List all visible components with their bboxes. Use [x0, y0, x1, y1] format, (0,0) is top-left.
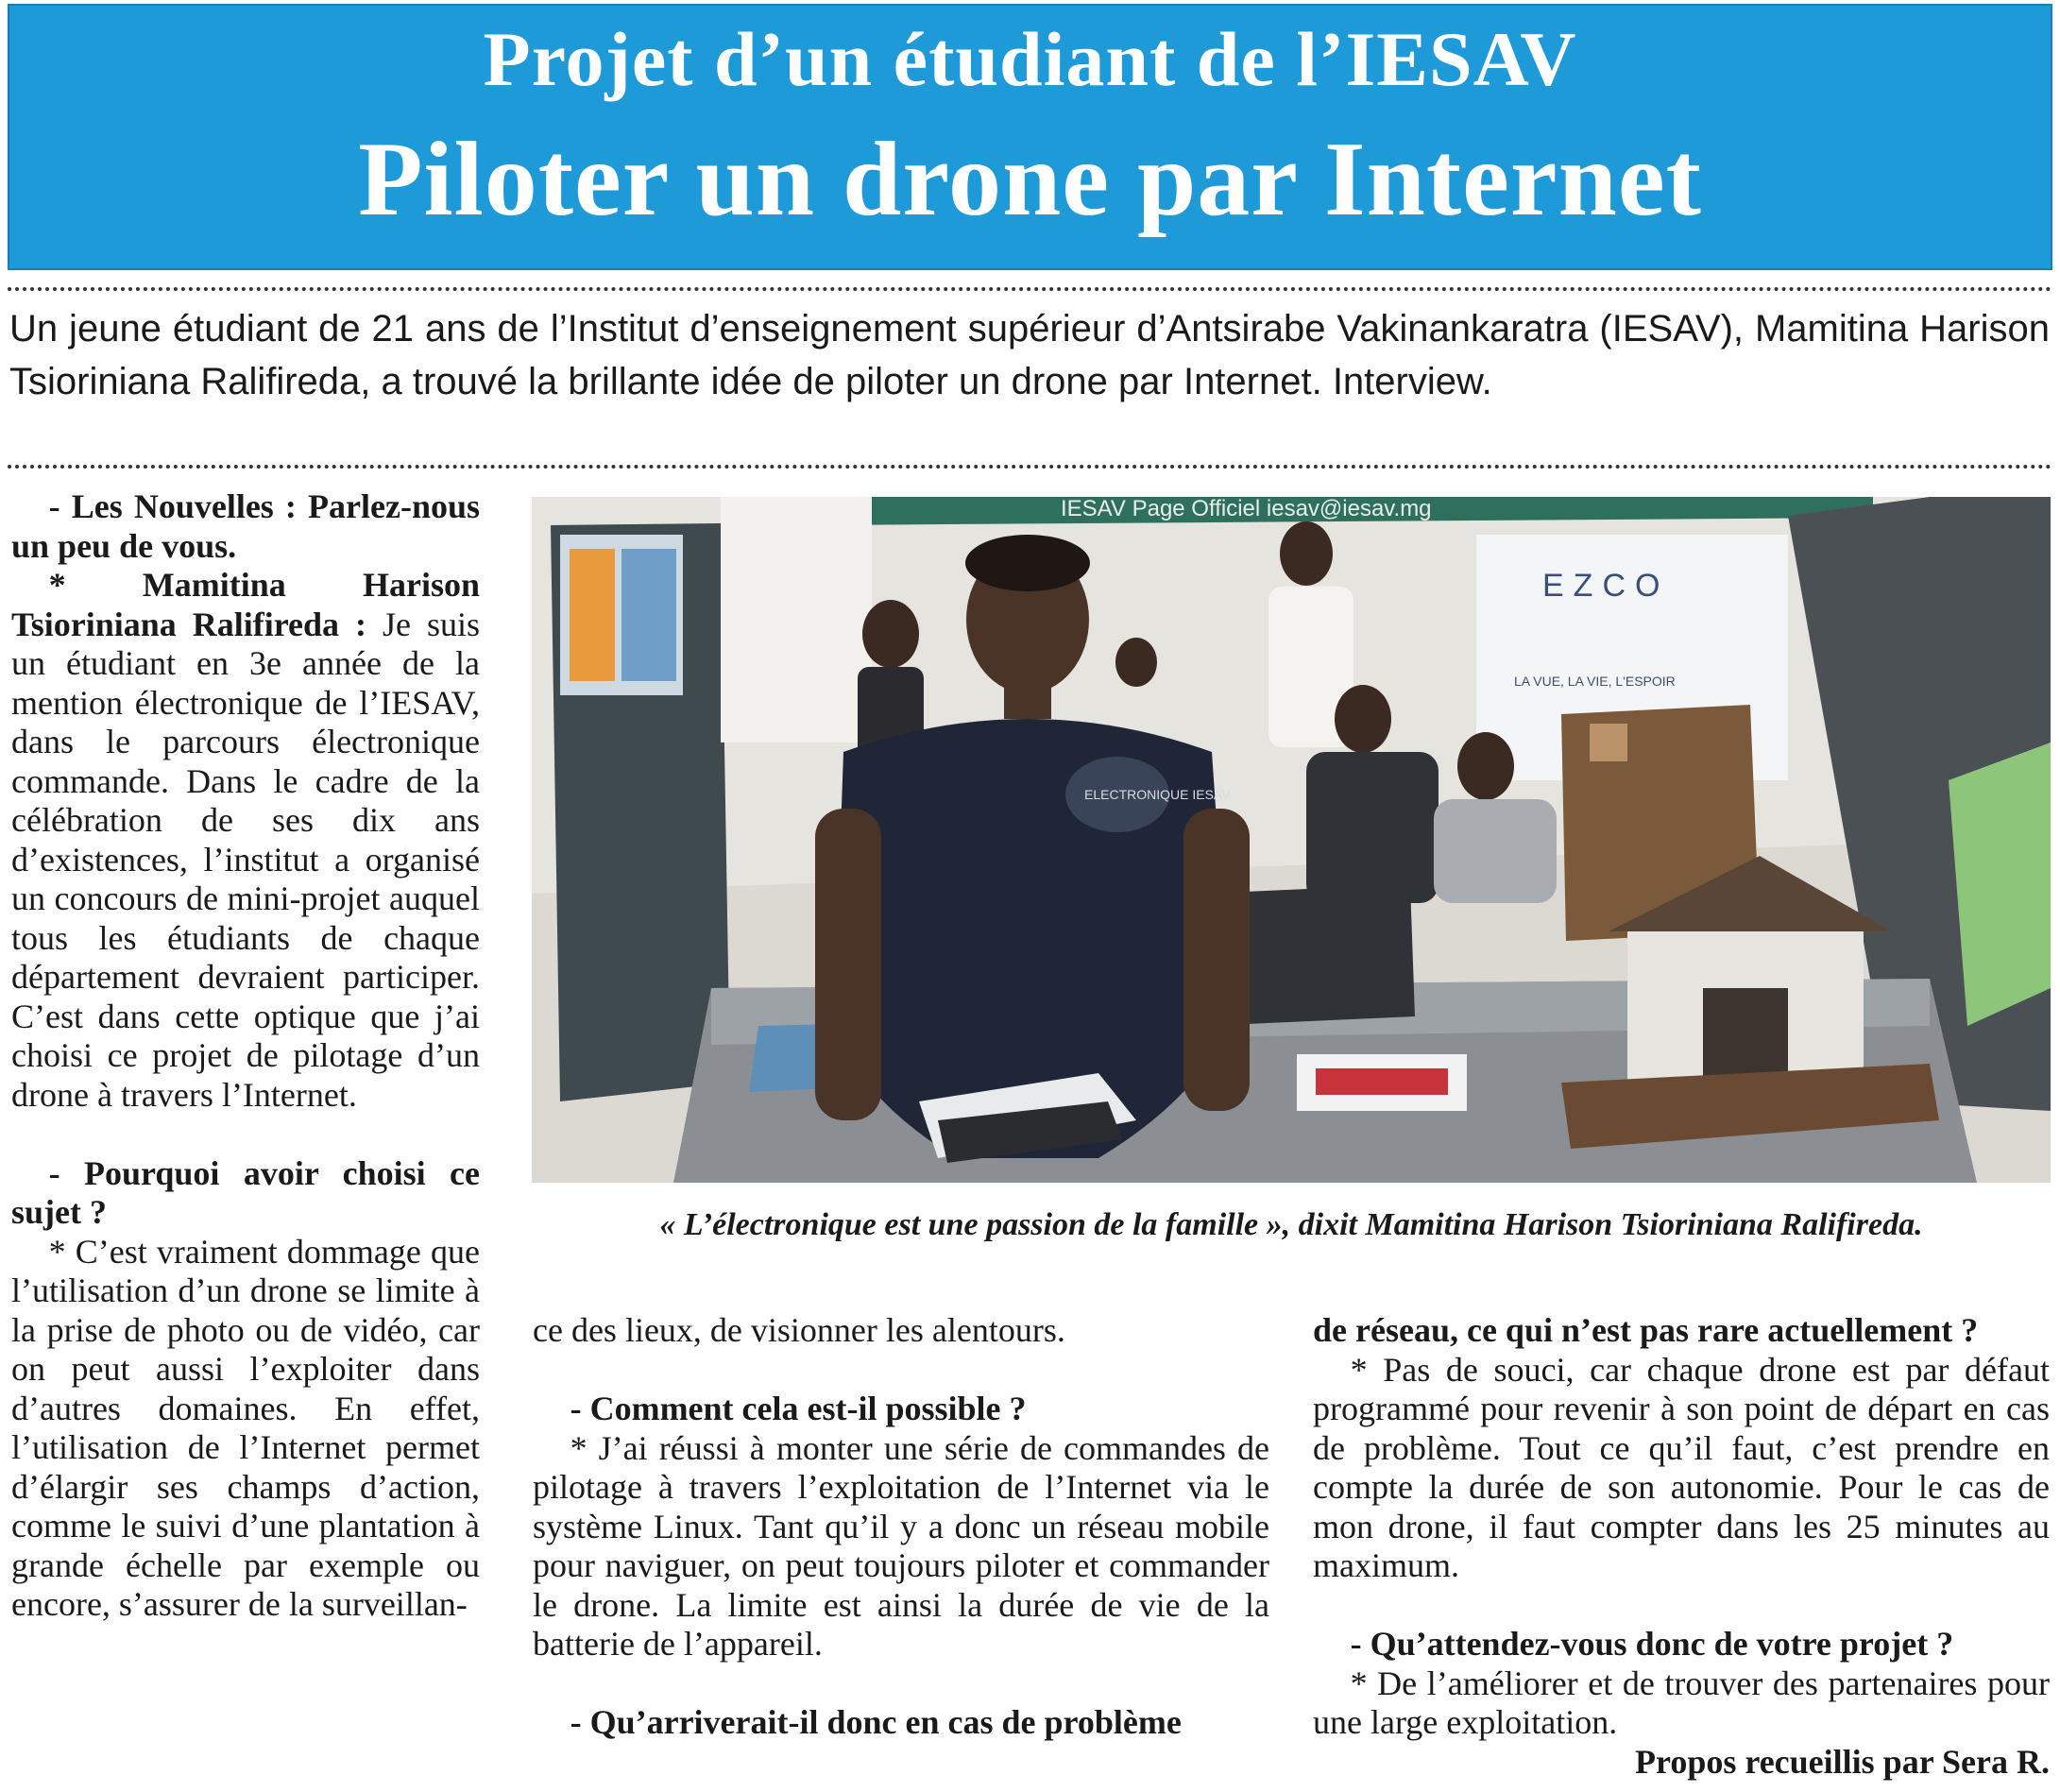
- answer-continued: ce des lieux, de visionner les alentours.: [533, 1311, 1065, 1349]
- question: - Les Nouvelles : Parlez-nous un peu de vous.: [11, 487, 480, 565]
- photo-sign-subtext: LA VUE, LA VIE, L'ESPOIR: [1514, 674, 1676, 689]
- article-photo: [532, 497, 2051, 1183]
- interviewee-name: * Mamitina Harison Tsioriniana Ralifireda :: [11, 566, 480, 643]
- question: - Qu’arriverait-il donc en cas de problème: [570, 1703, 1182, 1741]
- article-column-1: [11, 487, 480, 1625]
- question: - Pourquoi avoir choisi ce sujet ?: [11, 1153, 480, 1231]
- article-column-2: [533, 1311, 1269, 1743]
- headline: Piloter un drone par Internet: [358, 121, 1702, 238]
- header-banner: [8, 4, 2052, 270]
- photo-sign-text: EZCO: [1542, 568, 1670, 604]
- question: - Comment cela est-il possible ?: [570, 1390, 1027, 1427]
- answer: * Mamitina Harison Tsioriniana Ralifireda : Je suis un étudiant en 3e année de la mention électronique de l’IESAV, dans le parcours électronique commande. Dans le cadre de la célébration de ses dix ans d’existences, l’institut a organisé un concours de mini-projet auquel tous les étudiants de chaque département devraient participer. C’est dans cette optique que j’ai choisi ce projet de pilotage d’un drone à travers l’Internet.: [11, 566, 480, 1114]
- photo-banner-text: IESAV Page Officiel iesav@iesav.mg: [1061, 497, 1432, 521]
- header-kicker: Projet d’un étudiant de l’IESAV: [483, 16, 1577, 102]
- dotted-divider: [8, 287, 2052, 291]
- answer: * C’est vraiment dommage que l’utilisation d’un drone se limite à la prise de photo ou de vidéo, car on peut aussi l’exploiter dans d’autres domaines. En effet, l’utilisation de l’Internet permet d’élargir ses champs d’action, comme le suivi d’une plantation à grande échelle par exemple ou encore, s’assurer de la surveillan-: [11, 1232, 480, 1623]
- dotted-divider: [8, 465, 2052, 469]
- photo-illustration: [532, 497, 2051, 1183]
- question: - Qu’attendez-vous donc de votre projet ?: [1350, 1625, 1954, 1663]
- signature: Propos recueillis par Sera R.: [1635, 1742, 2050, 1781]
- photo-caption: « L’électronique est une passion de la famille », dixit Mamitina Harison Tsioriniana Ralifireda.: [659, 1207, 1923, 1242]
- answer: * De l’améliorer et de trouver des partenaires pour une large exploitation.: [1313, 1664, 2050, 1741]
- lead-paragraph: Un jeune étudiant de 21 ans de l’Institut d’enseignement supérieur d’Antsirabe Vakinankaratra (IESAV), Mamitina Harison Tsioriniana Ralifireda, a trouvé la brillante idée de piloter un drone par Internet. Interview.: [9, 308, 2050, 402]
- photo-shirt-text: ELECTRONIQUE IESAV: [1084, 787, 1231, 802]
- article-column-3: [1313, 1311, 2050, 1782]
- answer: * J’ai réussi à monter une série de commandes de pilotage à travers l’exploitation de l’Internet via le système Linux. Tant qu’il y a donc un réseau mobile pour naviguer, on peut toujours piloter et commander le drone. La limite est ainsi la durée de vie de la batterie de l’appareil.: [533, 1428, 1269, 1663]
- answer: * Pas de souci, car chaque drone est par défaut programmé pour revenir à son point de départ en cas de problème. Tout ce qu’il faut, c’est prendre en compte la durée de son autonomie. Pour le cas de mon drone, il faut compter dans les 25 minutes au maximum.: [1313, 1350, 2050, 1584]
- question-continued: de réseau, ce qui n’est pas rare actuellement ?: [1313, 1311, 1979, 1349]
